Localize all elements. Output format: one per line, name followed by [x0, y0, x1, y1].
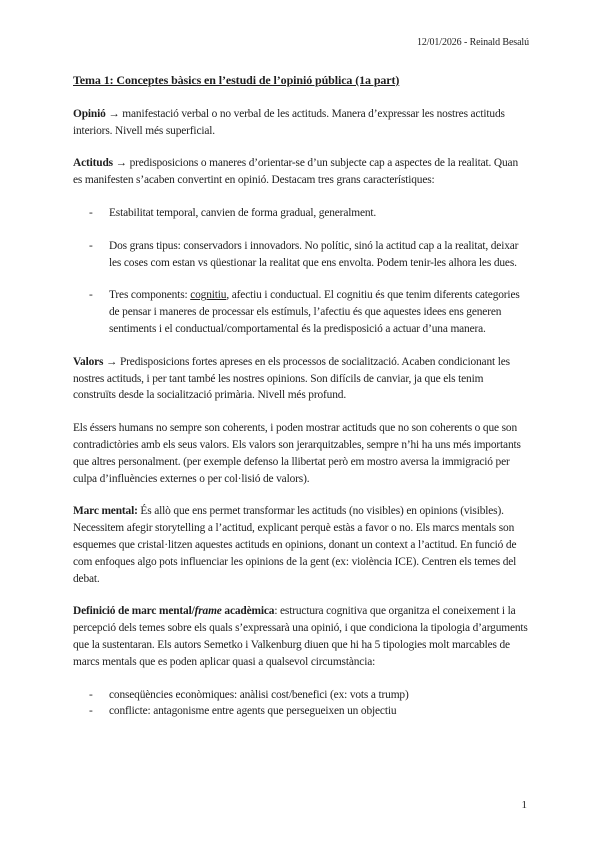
term-italic: frame — [194, 605, 222, 618]
text-valors: → Predisposicions fortes apreses en els processos de socialització. Acaben condicionant les nostres actituds, i per tant també les nostres opinions. Son difícils de canviar, ja que els tenim construïts desde la socialització primària. Nivell més profund. — [73, 355, 510, 402]
text-opinio: → manifestació verbal o no verbal de les actituds. Manera d’expressar les nostres actituds interiors. Nivell més superficial. — [73, 107, 505, 137]
paragraph-valors — [73, 354, 528, 404]
list-item: - Estabilitat temporal, canvien de forma gradual, generalment. — [73, 205, 528, 222]
list-item: - conflicte: antagonisme entre agents que persegueixen un objectiu — [73, 703, 528, 720]
text-marc: És allò que ens permet transformar les actituds (no visibles) en opinions (visibles). Necessitem afegir storytelling a l’actitud, explicant perquè estàs a favor o no. Els marcs mentals son esquemes que cristal·litzen aquestes actituds en opinions, donant un context a l’actitud. En funció de com enfoques algo pots influenciar les opinions de la gent (ex: violència ICE). Centren els temes del debat. — [73, 505, 517, 585]
paragraph-definicio — [73, 603, 528, 670]
text-definicio: : estructura cognitiva que organitza el coneixement i la percepció dels temes sobre els quals s’expressarà una opinió, i que condiciona la tipologia d’arguments que la sustentaran. Els autors Semetko i Valkenburg diuen que hi ha 5 tipologies molt marcables de marcs mentals que es poden aplicar quasi a qualsevol circumstància: — [73, 605, 528, 668]
page-header: 12/01/2026 - Reinald Besalú — [416, 37, 529, 48]
page-number: 1 — [521, 799, 527, 811]
term-marc: Marc mental: — [73, 505, 138, 518]
list-actituds — [73, 205, 528, 338]
term-definicio — [73, 605, 274, 617]
list-item-text: , afectiu i conductual. El cognitiu és que tenim diferents categories de pensar i maneres de processar els estímuls, l’afectiu és que aquestes idees ens generen sentiments i el conductual/comportamental és la predisposició a actuar d’una manera. — [109, 289, 520, 335]
underlined-word: cognitiu — [190, 289, 227, 302]
page-title: Tema 1: Conceptes bàsics en l’estudi de l’opinió pública (1a part) — [73, 73, 400, 87]
term-actituds: Actituds — [73, 157, 113, 170]
term-valors: Valors — [73, 355, 104, 368]
list-frames — [73, 687, 528, 721]
term-opinio: Opinió — [73, 107, 106, 120]
term-part: acadèmica — [221, 605, 275, 618]
paragraph-actituds — [73, 155, 528, 189]
document-body — [73, 72, 528, 720]
list-item: - Dos grans tipus: conservadors i innovadors. No polític, sinó la actitud cap a la realitat, deixar les coses com estan vs qüestionar la realitat que ens envolta. Podem tenir-les alhora les dues. — [73, 238, 528, 272]
paragraph-marc — [73, 503, 528, 587]
list-item: - conseqüències econòmiques: anàlisi cost/benefici (ex: vots a trump) — [73, 687, 528, 704]
paragraph-essers: Els éssers humans no sempre son coherents, i poden mostrar actituds que no son coherents o que son contradictòries amb els seus valors. Els valors son jerarquitzables, sempre n’hi ha uns més importants que altres personalment. (per exemple defenso la llibertat però em mostro aversa la immigració per culpa d’influències externes o per col·lisió de valors). — [73, 422, 521, 485]
term-part: Definició de marc mental/ — [73, 605, 195, 618]
text-actituds: → predisposicions o maneres d’orientar-se d’un subjecte cap a aspectes de la realitat. Quan es manifesten s’acaben convertint en opinió. Destacam tres grans característiques: — [73, 157, 518, 187]
list-item-text: Tres components: — [109, 289, 191, 302]
paragraph-opinio — [73, 106, 528, 140]
list-item — [73, 287, 528, 337]
